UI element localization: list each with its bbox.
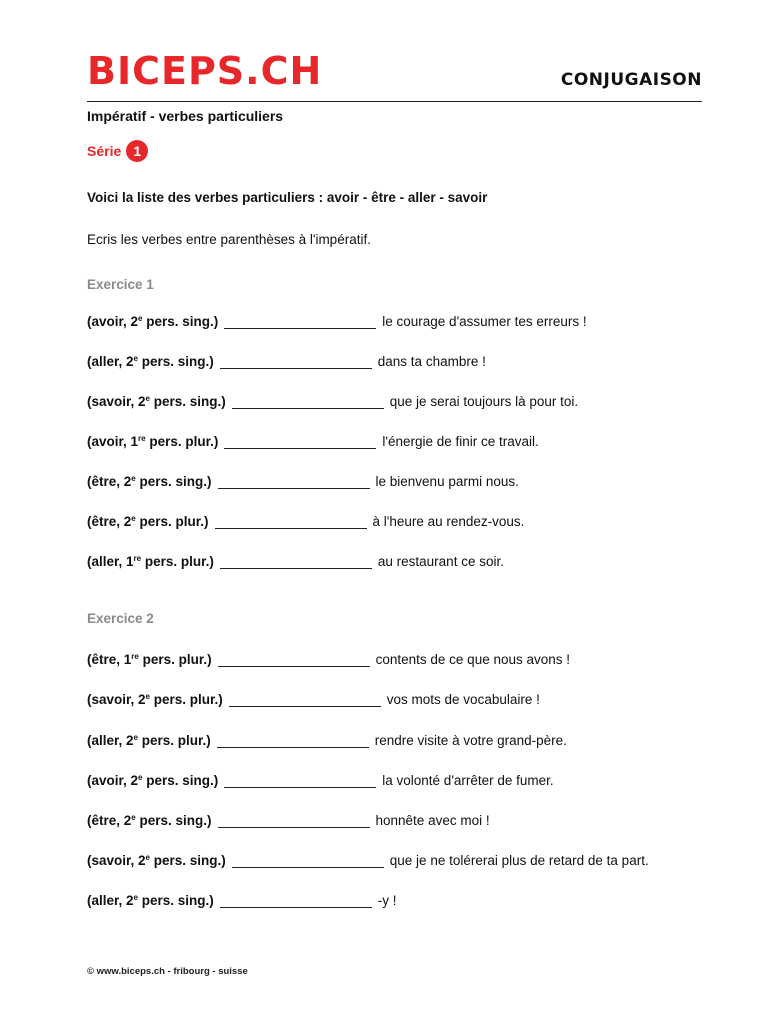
header-divider xyxy=(87,101,702,102)
sentence-rest: contents de ce que nous avons ! xyxy=(375,652,571,667)
serie-label: Série xyxy=(87,143,122,159)
sentence-rest: l'énergie de finir ce travail. xyxy=(382,434,539,449)
answer-blank[interactable] xyxy=(220,567,372,569)
brand-logo: BICEPS.CH xyxy=(87,49,323,93)
sentence-rest: à l'heure au rendez-vous. xyxy=(372,514,525,529)
verb-cue: (savoir, 2e pers. plur.) xyxy=(87,692,223,707)
sentence-rest: que je ne tolérerai plus de retard de ta part. xyxy=(389,853,649,868)
verb-cue: (être, 2e pers. sing.) xyxy=(87,813,212,828)
footer-credit: © www.biceps.ch - fribourg - suisse xyxy=(87,966,248,977)
answer-blank[interactable] xyxy=(218,487,370,489)
answer-blank[interactable] xyxy=(218,665,370,667)
verb-cue: (être, 1re pers. plur.) xyxy=(87,652,212,667)
exercise-item xyxy=(87,773,554,788)
answer-blank[interactable] xyxy=(229,705,381,707)
verb-cue: (aller, 2e pers. sing.) xyxy=(87,893,214,908)
exercise-item xyxy=(87,853,649,868)
verb-cue: (aller, 2e pers. plur.) xyxy=(87,733,211,748)
exercise-1-title: Exercice 1 xyxy=(87,277,154,292)
verb-cue: (savoir, 2e pers. sing.) xyxy=(87,394,226,409)
sentence-rest: dans ta chambre ! xyxy=(377,354,486,369)
sentence-rest: -y ! xyxy=(377,893,397,908)
worksheet-subtitle: Impératif - verbes particuliers xyxy=(87,108,284,124)
serie-number-badge: 1 xyxy=(126,140,148,162)
exercise-item xyxy=(87,514,524,529)
answer-blank[interactable] xyxy=(220,906,372,908)
answer-blank[interactable] xyxy=(220,367,372,369)
sentence-rest: que je serai toujours là pour toi. xyxy=(389,394,579,409)
exercise-item xyxy=(87,354,486,369)
sentence-rest: le courage d'assumer tes erreurs ! xyxy=(382,314,587,329)
exercise-item xyxy=(87,813,490,828)
sentence-rest: vos mots de vocabulaire ! xyxy=(386,692,540,707)
answer-blank[interactable] xyxy=(232,866,384,868)
sentence-rest: au restaurant ce soir. xyxy=(377,554,504,569)
exercise-item xyxy=(87,893,397,908)
verb-cue: (être, 2e pers. plur.) xyxy=(87,514,209,529)
answer-blank[interactable] xyxy=(224,327,376,329)
answer-blank[interactable] xyxy=(218,826,370,828)
answer-blank[interactable] xyxy=(224,786,376,788)
verb-cue: (avoir, 1re pers. plur.) xyxy=(87,434,219,449)
section-title: CONJUGAISON xyxy=(560,70,702,90)
exercise-item xyxy=(87,474,519,489)
exercise-item xyxy=(87,554,504,569)
exercise-item xyxy=(87,692,540,707)
answer-blank[interactable] xyxy=(215,527,367,529)
exercise-item xyxy=(87,733,567,748)
exercise-item xyxy=(87,652,570,667)
answer-blank[interactable] xyxy=(217,746,369,748)
verb-cue: (aller, 2e pers. sing.) xyxy=(87,354,214,369)
answer-blank[interactable] xyxy=(224,447,376,449)
verb-cue: (avoir, 2e pers. sing.) xyxy=(87,314,219,329)
exercise-item xyxy=(87,314,587,329)
sentence-rest: le bienvenu parmi nous. xyxy=(375,474,519,489)
sentence-rest: honnête avec moi ! xyxy=(375,813,490,828)
exercise-item xyxy=(87,394,578,409)
exercise-2-title: Exercice 2 xyxy=(87,611,154,626)
exercise-item xyxy=(87,434,539,449)
verb-cue: (être, 2e pers. sing.) xyxy=(87,474,212,489)
instruction-text: Ecris les verbes entre parenthèses à l'impératif. xyxy=(87,232,371,247)
verb-list-intro: Voici la liste des verbes particuliers : avoir - être - aller - savoir xyxy=(87,190,488,205)
verb-cue: (aller, 1re pers. plur.) xyxy=(87,554,214,569)
serie-heading xyxy=(87,140,148,162)
answer-blank[interactable] xyxy=(232,407,384,409)
sentence-rest: rendre visite à votre grand-père. xyxy=(374,733,567,748)
verb-cue: (avoir, 2e pers. sing.) xyxy=(87,773,219,788)
verb-cue: (savoir, 2e pers. sing.) xyxy=(87,853,226,868)
sentence-rest: la volonté d'arrêter de fumer. xyxy=(382,773,554,788)
